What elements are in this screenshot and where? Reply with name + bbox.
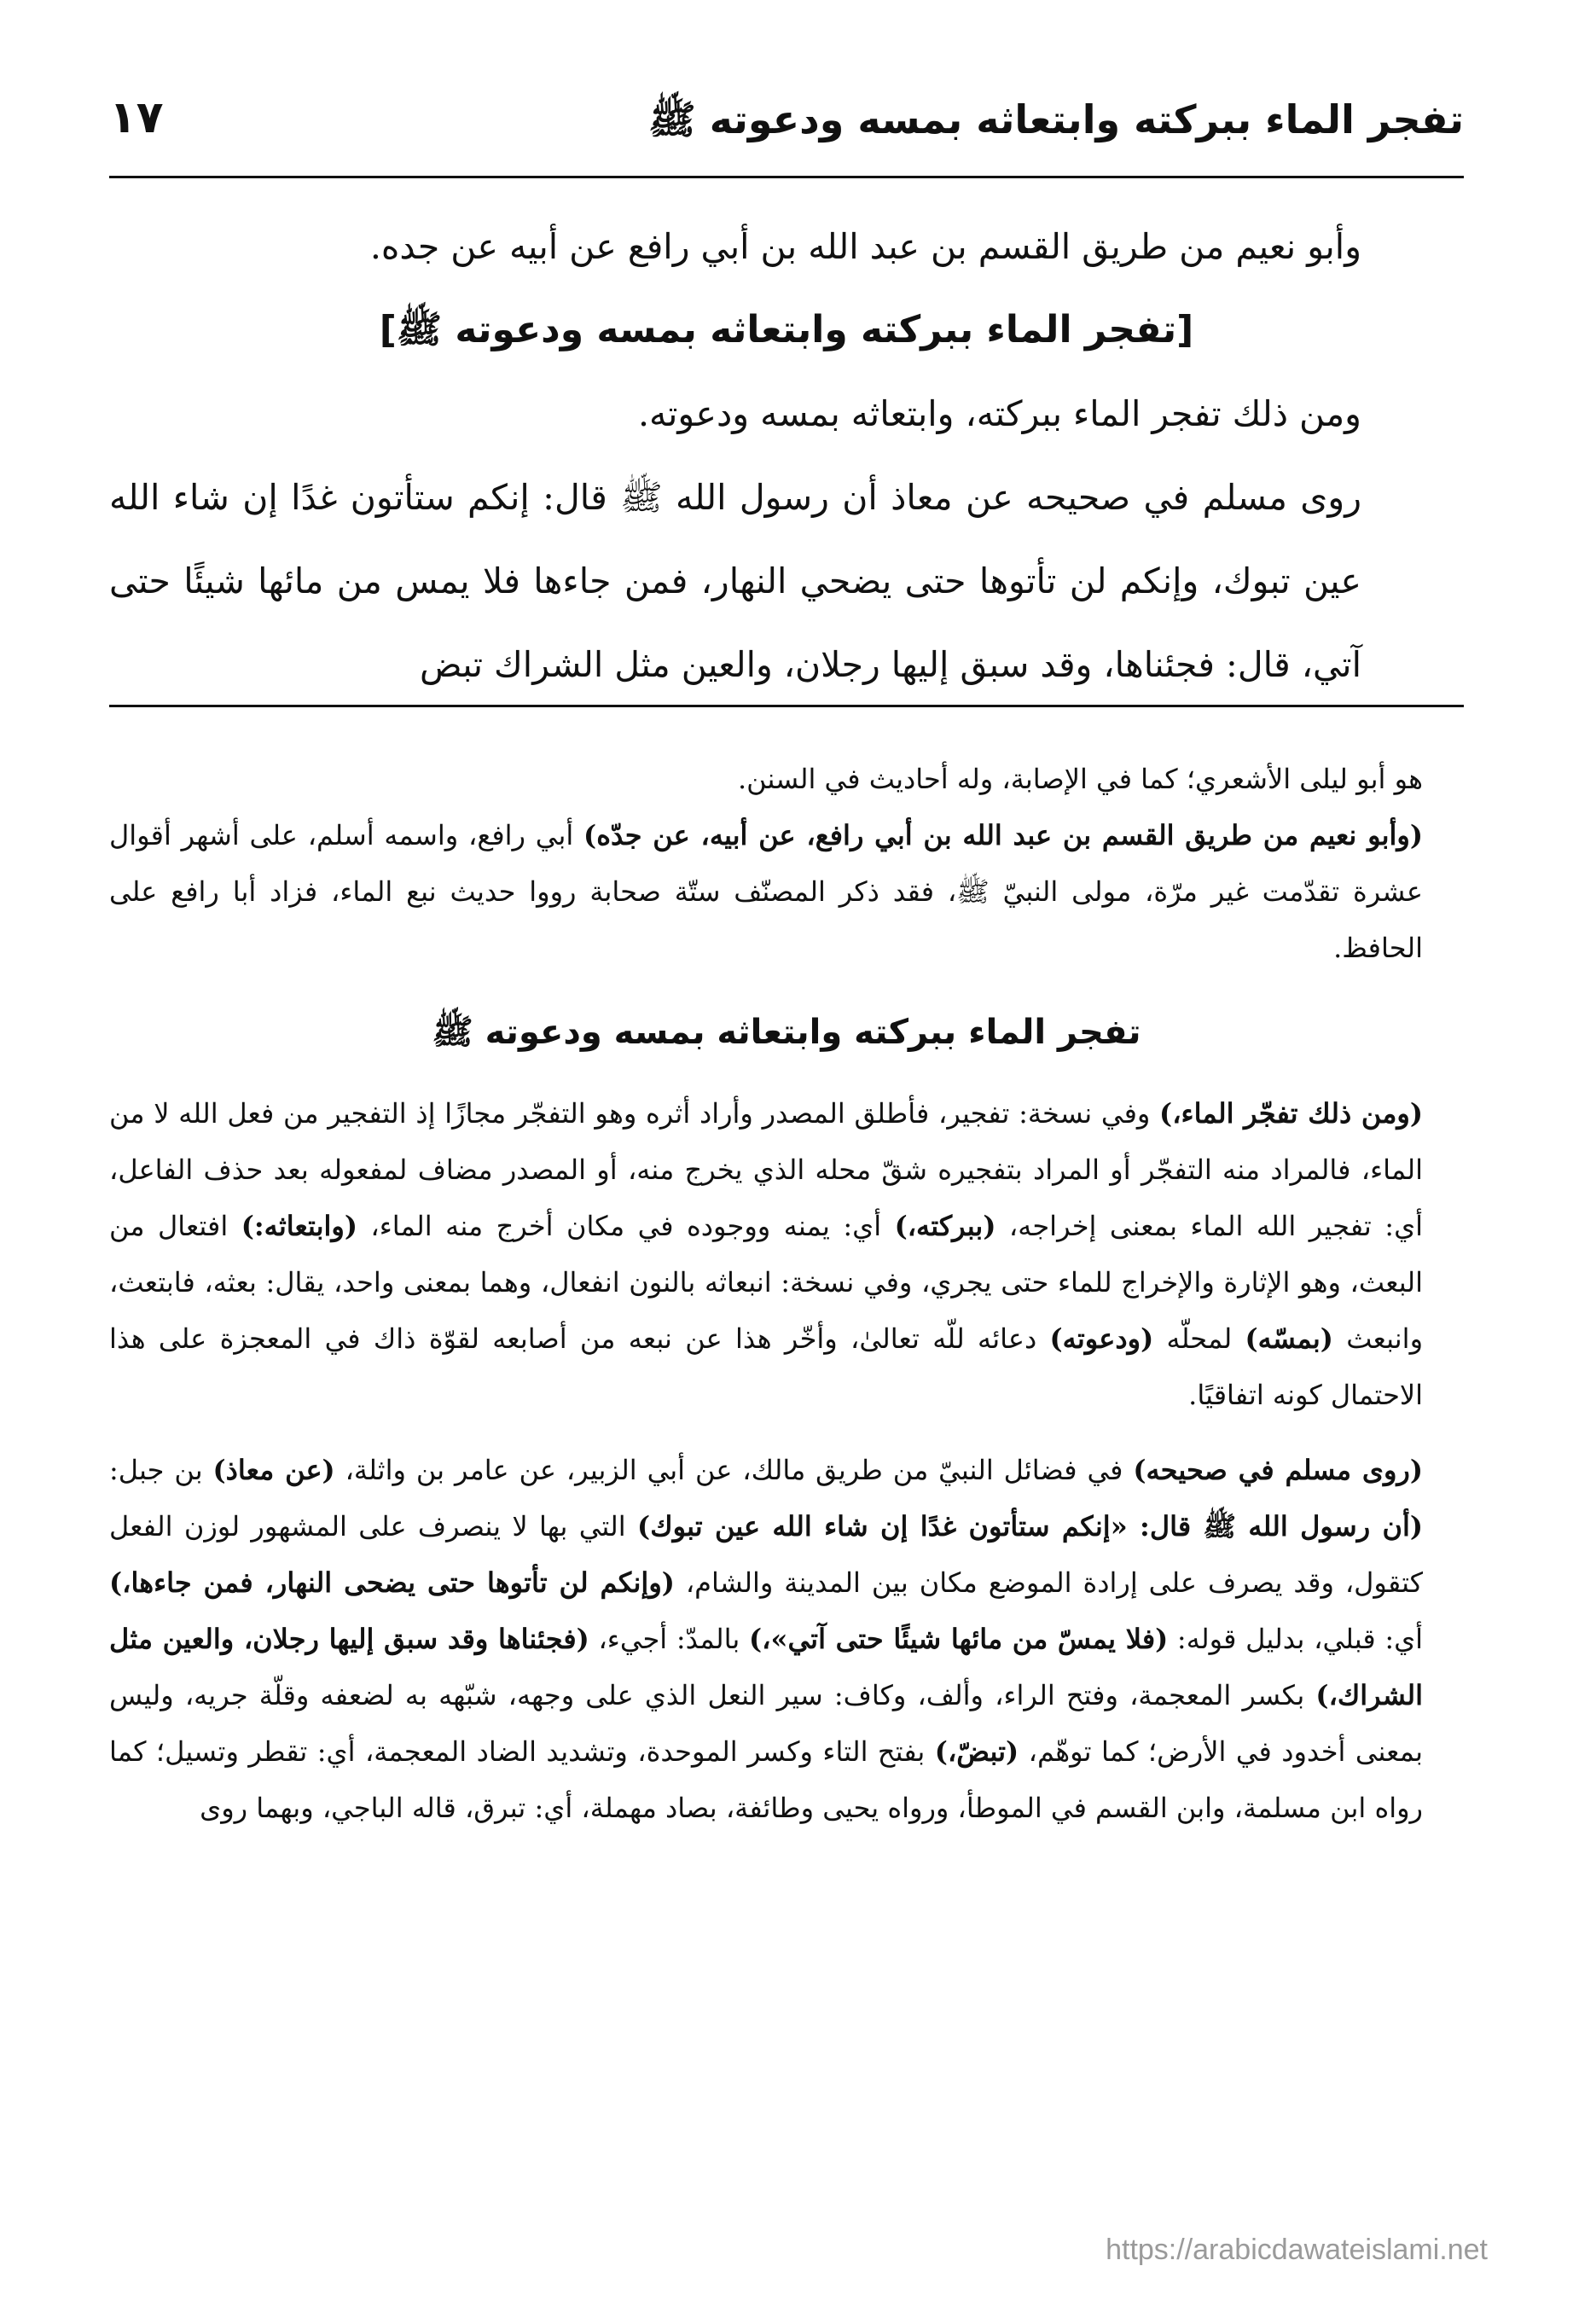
matn-quote: (أن رسول الله ﷺ قال: «إنكم ستأتون غدًا إن شاء الله عين تبوك) bbox=[637, 1510, 1424, 1543]
commentary-paragraph-1: هو أبو ليلى الأشعري؛ كما في الإصابة، وله أحاديث في السنن. bbox=[738, 763, 1423, 795]
commentary-paragraph-3 bbox=[109, 1085, 1464, 1423]
running-title: تفجر الماء ببركته وابتعاثه بمسه ودعوته ﷺ bbox=[648, 96, 1464, 142]
commentary-text: بن جبل: bbox=[109, 1454, 213, 1486]
matn-quote: (روى مسلم في صحيحه) bbox=[1133, 1454, 1424, 1486]
commentary-text: بفتح التاء وكسر الموحدة، وتشديد الضاد المعجمة، أي: تقطر وتسيل؛ كما رواه ابن مسلمة، وابن القسم في الموطأ، ورواه يحيى وطائفة، بصاد مهملة، أي: تبرق، قاله الباجي، وبهما روى bbox=[109, 1735, 1423, 1824]
hadith-paragraph: روى مسلم في صحيحه عن معاذ أن رسول الله ﷺ قال: إنكم ستأتون غدًا إن شاء الله عين تبوك، وإنكم لن تأتوها حتى يضحي النهار، فمن جاءها فلا يمس من مائها شيئًا حتى آتي، قال: فجئناها، وقد سبق إليها رجلان، والعين مثل الشراك تبض bbox=[109, 477, 1361, 685]
footnote-separator bbox=[109, 705, 1464, 707]
matn-quote: (وأبو نعيم من طريق القسم بن عبد الله بن أبي رافع، عن أبيه، عن جدّه) bbox=[583, 819, 1424, 851]
matn-quote: (ودعوته) bbox=[1049, 1322, 1154, 1355]
commentary-text: بالمدّ: أجيء، bbox=[589, 1623, 750, 1655]
commentary-text: أي: يمنه ووجوده في مكان أخرج منه الماء، bbox=[357, 1210, 895, 1242]
matn-quote: (فلا يمسّ من مائها شيئًا حتى آتي»،) bbox=[749, 1623, 1169, 1655]
commentary-text: افتعال من البعث، وهو الإثارة والإخراج للماء حتى يجري، وفي نسخة: انبعاثه بالنون انفعال، وهما بمعنى واحد، يقال: بعثه، فابتعث، وانبعث bbox=[109, 1210, 1424, 1355]
matn-quote: (وإنكم لن تأتوها حتى يضحى النهار، فمن جاءها،) bbox=[109, 1566, 675, 1599]
header-rule bbox=[109, 176, 1464, 178]
watermark: https://arabicdawateislami.net bbox=[1106, 2234, 1488, 2266]
commentary bbox=[109, 751, 1464, 1836]
commentary-paragraph-2 bbox=[109, 807, 1464, 976]
matn-quote: (ببركته،) bbox=[894, 1210, 996, 1242]
commentary-heading: تفجر الماء ببركته وابتعاثه بمسه ودعوته ﷺ bbox=[432, 1013, 1141, 1052]
matn-quote: (بمسّه) bbox=[1245, 1322, 1333, 1355]
matn-quote: (تبضّ،) bbox=[934, 1735, 1019, 1768]
commentary-text: أي: قبلي، بدليل قوله: bbox=[1168, 1623, 1424, 1655]
section-heading: [تفجر الماء ببركته وابتعاثه بمسه ودعوته ﷺ] bbox=[379, 308, 1194, 352]
commentary-text: وفي نسخة: تفجير، فأطلق المصدر وأراد أثره وهو التفجّر مجازًا إذ التفجير من فعل الله لا من الماء، فالمراد منه التفجّر أو المراد بتفجيره شقّ محله الذي يخرج منه، أو المصدر مضاف لمفعوله بعد حذف الفاعل، أي: تفجير الله الماء بمعنى إخراجه، bbox=[109, 1097, 1424, 1242]
page-header bbox=[109, 89, 1464, 174]
commentary-text: أبي رافع، واسمه أسلم، على أشهر أقوال عشرة تقدّمت غير مرّة، مولى النبيّ ﷺ، فقد ذكر المصنّف ستّة صحابة رووا حديث نبع الماء، فزاد أبا رافع على الحافظ. bbox=[109, 819, 1424, 964]
matn-quote: (ومن ذلك تفجّر الماء،) bbox=[1159, 1097, 1424, 1130]
main-text bbox=[109, 205, 1464, 706]
matn-quote: (فجئناها وقد سبق إليها رجلان، والعين مثل الشراك،) bbox=[109, 1623, 1423, 1711]
commentary-text: في فضائل النبيّ من طريق مالك، عن أبي الزبير، عن عامر بن واثلة، bbox=[334, 1454, 1134, 1486]
commentary-text: بكسر المعجمة، وفتح الراء، وألف، وكاف: سير النعل الذي على وجهه، شبّهه به لضعفه وقلّة جريه، وليس بمعنى أخدود في الأرض؛ كما توهّم، bbox=[109, 1679, 1424, 1768]
page-number: ١٧ bbox=[109, 92, 164, 143]
matn-quote: (عن معاذ) bbox=[212, 1454, 335, 1486]
main-line-1: وأبو نعيم من طريق القسم بن عبد الله بن أبي رافع عن أبيه عن جده. bbox=[369, 226, 1361, 267]
matn-quote: (وابتعاثه:) bbox=[241, 1210, 357, 1242]
commentary-paragraph-4 bbox=[109, 1442, 1464, 1836]
main-line-2: ومن ذلك تفجر الماء ببركته، وابتعاثه بمسه ودعوته. bbox=[637, 393, 1361, 434]
commentary-text: دعائه للّه تعالىٰ، وأخّر هذا عن نبعه من أصابعه لقوّة ذاك في المعجزة على هذا الاحتمال كونه اتفاقيًا. bbox=[109, 1322, 1423, 1411]
commentary-text: لمحلّه bbox=[1153, 1322, 1245, 1355]
commentary-text: التي بها لا ينصرف على المشهور لوزن الفعل كتقول، وقد يصرف على إرادة الموضع مكان بين المدينة والشام، bbox=[109, 1510, 1424, 1599]
